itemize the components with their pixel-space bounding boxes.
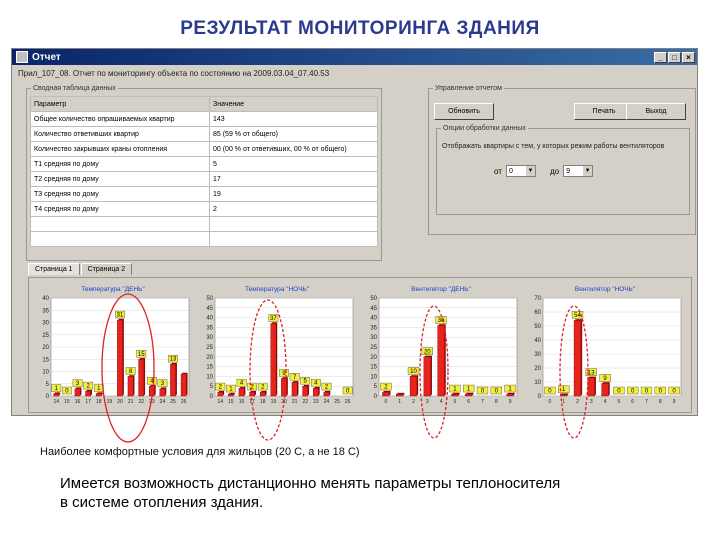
y-tick-label: 15 [370, 364, 377, 371]
y-tick-label: 0 [373, 394, 377, 400]
x-tick-label: 23 [313, 399, 319, 405]
x-tick-label: 18 [259, 399, 266, 405]
data-label: 3 [75, 381, 80, 388]
y-tick-label: 70 [534, 296, 541, 302]
chart-fan-night-svg [525, 284, 685, 410]
bar [75, 389, 80, 396]
data-label: 13 [169, 356, 177, 363]
y-tick-label: 15 [206, 364, 213, 371]
data-label: 2 [261, 384, 265, 391]
tab-page-2[interactable]: Страница 2 [81, 263, 133, 275]
data-label: 1 [229, 386, 233, 393]
x-tick-label: 0 [384, 399, 388, 405]
y-tick-label: 40 [370, 315, 377, 322]
row-value: 143 [210, 112, 378, 127]
bar [382, 392, 389, 396]
report-subtitle: Прил_107_08. Отчет по мониторингу объекта по состоянию на 2009.03.04_07.40.53 [18, 69, 330, 78]
row-value: 2 [210, 202, 378, 217]
data-label: 1 [467, 386, 471, 393]
caption [60, 474, 700, 512]
bar [588, 378, 595, 396]
y-tick-label: 50 [534, 324, 541, 330]
y-tick-label: 60 [534, 310, 541, 316]
x-tick-label: 24 [159, 399, 166, 405]
options-legend: Опции обработки данных [443, 125, 526, 132]
range-to-select[interactable] [563, 165, 593, 177]
chevron-down-icon[interactable]: ▼ [584, 168, 591, 174]
x-tick-label: 15 [228, 399, 234, 405]
data-label: 37 [270, 315, 277, 322]
x-tick-label: 14 [53, 399, 60, 405]
caption-line: Имеется возможность дистанционно менять параметры теплоносителя [60, 475, 561, 492]
exit-button[interactable]: Выход [626, 103, 686, 120]
table-row[interactable] [31, 157, 378, 172]
x-tick-label: 17 [249, 399, 255, 405]
bar [160, 389, 165, 396]
y-tick-label: 25 [42, 332, 49, 339]
bar [396, 394, 403, 396]
x-tick-label: 19 [270, 399, 277, 405]
bar [250, 392, 255, 396]
bar [117, 320, 122, 396]
x-tick-label: 20 [281, 399, 287, 405]
y-tick-label: 0 [209, 394, 213, 400]
options-text: Отображать квартиры с тем, у которых режим работы вентиляторов [442, 143, 665, 150]
bar [292, 382, 297, 396]
x-tick-label: 19 [106, 399, 113, 405]
bar [574, 320, 581, 396]
x-tick-label: 0 [548, 399, 552, 405]
data-label: 1 [562, 387, 566, 394]
x-tick-label: 26 [344, 399, 351, 405]
bar [86, 391, 91, 396]
bar [271, 323, 276, 396]
data-label: 0 [631, 388, 635, 395]
row-value: 00 (00 % от ответивших, 00 % от общего) [210, 142, 378, 157]
y-tick-label: 25 [370, 345, 377, 351]
tab-page-1[interactable]: Страница 1 [28, 263, 80, 275]
data-label: 2 [384, 384, 388, 391]
bar [149, 386, 154, 396]
bar [228, 394, 233, 396]
app-icon [16, 51, 28, 63]
charts-panel [28, 277, 692, 413]
data-label: 2 [86, 383, 90, 390]
data-label: 13 [587, 370, 595, 377]
x-tick-label: 8 [658, 399, 662, 405]
minimize-button[interactable]: _ [654, 52, 667, 63]
data-label: 0 [494, 388, 498, 395]
y-tick-label: 5 [373, 384, 377, 391]
x-tick-label: 22 [302, 399, 309, 405]
range-selector [494, 165, 593, 177]
data-label: 1 [453, 386, 457, 393]
row-value: 19 [210, 187, 378, 202]
chart-temp-night-svg [197, 284, 357, 410]
x-tick-label: 9 [672, 399, 676, 405]
x-tick-label: 21 [127, 399, 134, 405]
chart-temp-day-svg [33, 284, 193, 410]
range-from-value: 0 [508, 167, 513, 175]
report-window [11, 48, 698, 416]
y-tick-label: 25 [206, 345, 213, 351]
data-label: 1 [508, 386, 512, 393]
y-tick-label: 0 [45, 394, 49, 400]
y-tick-label: 15 [42, 357, 49, 364]
data-label: 2 [324, 384, 329, 391]
data-label: 9 [603, 375, 607, 382]
y-tick-label: 45 [206, 305, 213, 312]
bar [507, 394, 514, 396]
y-tick-label: 35 [206, 325, 213, 332]
y-tick-label: 30 [206, 335, 213, 342]
y-tick-label: 40 [42, 296, 49, 302]
y-tick-label: 40 [534, 338, 541, 344]
data-label: 1 [97, 386, 101, 393]
bar [239, 388, 244, 396]
x-tick-label: 6 [631, 399, 635, 405]
y-tick-label: 30 [370, 335, 377, 342]
data-label: 5 [303, 378, 307, 385]
bar [560, 395, 567, 396]
close-button[interactable]: × [682, 52, 695, 63]
x-tick-label: 8 [494, 399, 498, 405]
y-tick-label: 20 [534, 366, 541, 372]
bar [451, 394, 458, 396]
chart-title: Температура "НОЧЬ" [245, 286, 309, 293]
bar [303, 386, 308, 396]
row-value: 85 (59 % от общего) [210, 127, 378, 142]
row-value: 5 [210, 157, 378, 172]
data-label: 0 [644, 388, 649, 395]
data-label: 0 [480, 388, 485, 395]
y-tick-label: 45 [370, 305, 377, 312]
slide-title: РЕЗУЛЬТАТ МОНИТОРИНГА ЗДАНИЯ [180, 18, 540, 39]
bar [602, 383, 609, 396]
x-tick-label: 18 [95, 399, 102, 405]
row-param: Общее количество опрашиваемых квартир [31, 112, 210, 127]
y-tick-label: 10 [206, 374, 213, 381]
params-legend: Сводная таблица данных [33, 85, 116, 92]
y-tick-label: 30 [42, 320, 49, 327]
table-row[interactable] [31, 112, 378, 127]
x-tick-label: 20 [117, 399, 123, 405]
chevron-down-icon[interactable]: ▼ [527, 168, 534, 174]
x-tick-label: 1 [398, 399, 402, 405]
footnote: Наиболее комфортные условия для жильцов (20 С, а не 18 С) [40, 446, 360, 458]
data-label: 9 [282, 370, 286, 377]
table-row[interactable] [31, 142, 378, 157]
refresh-button[interactable]: Обновить [434, 103, 494, 120]
window-titlebar[interactable] [12, 49, 697, 65]
params-table [30, 96, 378, 247]
y-tick-label: 30 [534, 352, 541, 358]
chart-title: Вентилятор "ДЕНЬ" [411, 286, 471, 293]
y-tick-label: 0 [537, 394, 541, 400]
x-tick-label: 22 [138, 399, 145, 405]
range-from-label: от [494, 166, 502, 176]
bar [410, 376, 417, 396]
x-tick-label: 14 [217, 399, 224, 405]
table-row[interactable] [31, 127, 378, 142]
x-tick-label: 6 [467, 399, 471, 405]
bar [139, 359, 144, 396]
y-tick-label: 5 [45, 381, 49, 388]
data-label: 15 [137, 351, 145, 358]
bar [170, 364, 175, 396]
x-tick-label: 25 [334, 399, 340, 405]
y-tick-label: 5 [209, 384, 213, 391]
data-label: 8 [128, 368, 133, 375]
x-tick-label: 23 [149, 399, 155, 405]
table-row-empty [31, 232, 378, 247]
x-tick-label: 16 [74, 399, 81, 405]
data-label: 2 [250, 384, 254, 391]
bar [54, 394, 59, 396]
bar [218, 392, 223, 396]
bar [313, 388, 318, 396]
chart-title: Вентилятор "НОЧЬ" [574, 286, 636, 293]
table-row[interactable] [31, 202, 378, 217]
data-label: 0 [672, 388, 676, 395]
x-tick-label: 25 [170, 399, 176, 405]
y-tick-label: 40 [206, 315, 213, 322]
data-label: 10 [410, 368, 417, 375]
chart-title: Температура "ДЕНЬ" [81, 286, 145, 293]
data-label: 36 [437, 317, 445, 324]
row-param: T1 средняя по дому [31, 157, 210, 172]
caption-line: в системе отопления здания. [60, 494, 264, 511]
y-tick-label: 50 [370, 296, 377, 302]
plot-area [543, 298, 681, 396]
x-tick-label: 4 [439, 399, 443, 405]
data-label: 2 [218, 384, 222, 391]
x-tick-label: 26 [180, 399, 187, 405]
y-tick-label: 35 [370, 325, 377, 332]
table-row-empty [31, 217, 378, 232]
x-tick-label: 16 [238, 399, 245, 405]
print-button[interactable]: Печать [574, 103, 634, 120]
bar [281, 378, 286, 396]
table-header [31, 97, 378, 112]
data-label: 31 [116, 312, 124, 319]
y-tick-label: 50 [206, 296, 213, 302]
data-label: 4 [314, 380, 318, 387]
data-label: 0 [346, 388, 350, 395]
data-label: 4 [150, 378, 154, 385]
x-tick-label: 9 [508, 399, 512, 405]
chart-fan-night [525, 284, 685, 410]
bar [96, 394, 101, 396]
data-label: 0 [658, 388, 662, 395]
x-tick-label: 5 [453, 399, 457, 405]
chart-fan-day [361, 284, 521, 410]
bar [128, 376, 133, 396]
manage-legend: Управление отчетом [435, 85, 502, 92]
x-tick-label: 4 [603, 399, 607, 405]
chart-temp-night [197, 284, 357, 410]
bar [324, 392, 329, 396]
table-row[interactable] [31, 187, 378, 202]
bar [181, 374, 186, 396]
row-param: T3 средняя по дому [31, 187, 210, 202]
row-param: T4 средняя по дому [31, 202, 210, 217]
bar [260, 392, 265, 396]
row-value: 17 [210, 172, 378, 187]
y-tick-label: 10 [370, 374, 377, 381]
x-tick-label: 2 [576, 399, 579, 405]
tab-strip [28, 263, 133, 275]
y-tick-label: 20 [206, 354, 213, 361]
y-tick-label: 20 [42, 345, 49, 351]
data-label: 20 [423, 349, 431, 356]
row-param: Количество закрывших краны отопления [31, 142, 210, 157]
table-row[interactable] [31, 172, 378, 187]
data-label: 0 [548, 388, 552, 395]
row-param: Количество ответивших квартир [31, 127, 210, 142]
chart-temp-day [33, 284, 193, 410]
data-label: 0 [65, 388, 69, 395]
x-tick-label: 2 [412, 399, 415, 405]
range-from-select[interactable] [506, 165, 536, 177]
maximize-button[interactable]: □ [668, 52, 681, 63]
range-to-label: до [549, 166, 560, 176]
bar [424, 357, 431, 396]
x-tick-label: 1 [562, 399, 566, 405]
chart-fan-day-svg [361, 284, 521, 410]
x-tick-label: 5 [617, 399, 621, 405]
x-tick-label: 7 [645, 399, 648, 405]
data-label: 0 [617, 388, 621, 395]
data-label: 54 [574, 312, 581, 319]
window-title: Отчет [32, 51, 61, 63]
y-tick-label: 20 [370, 354, 377, 361]
x-tick-label: 3 [425, 399, 429, 405]
bar [438, 325, 445, 396]
header-value: Значение [210, 97, 378, 112]
x-tick-label: 24 [323, 399, 330, 405]
y-tick-label: 10 [534, 380, 541, 386]
data-label: 3 [160, 381, 165, 388]
y-tick-label: 10 [42, 369, 49, 376]
data-label: 4 [239, 380, 244, 387]
bar [465, 394, 472, 396]
header-param: Параметр [31, 97, 210, 112]
x-tick-label: 7 [481, 399, 484, 405]
x-tick-label: 3 [589, 399, 593, 405]
x-tick-label: 21 [291, 399, 298, 405]
data-label: 7 [292, 374, 297, 381]
data-label: 1 [54, 386, 58, 393]
x-tick-label: 17 [85, 399, 91, 405]
y-tick-label: 35 [42, 308, 49, 315]
x-tick-label: 15 [64, 399, 70, 405]
range-to-value: 9 [566, 167, 570, 175]
row-param: T2 средняя по дому [31, 172, 210, 187]
